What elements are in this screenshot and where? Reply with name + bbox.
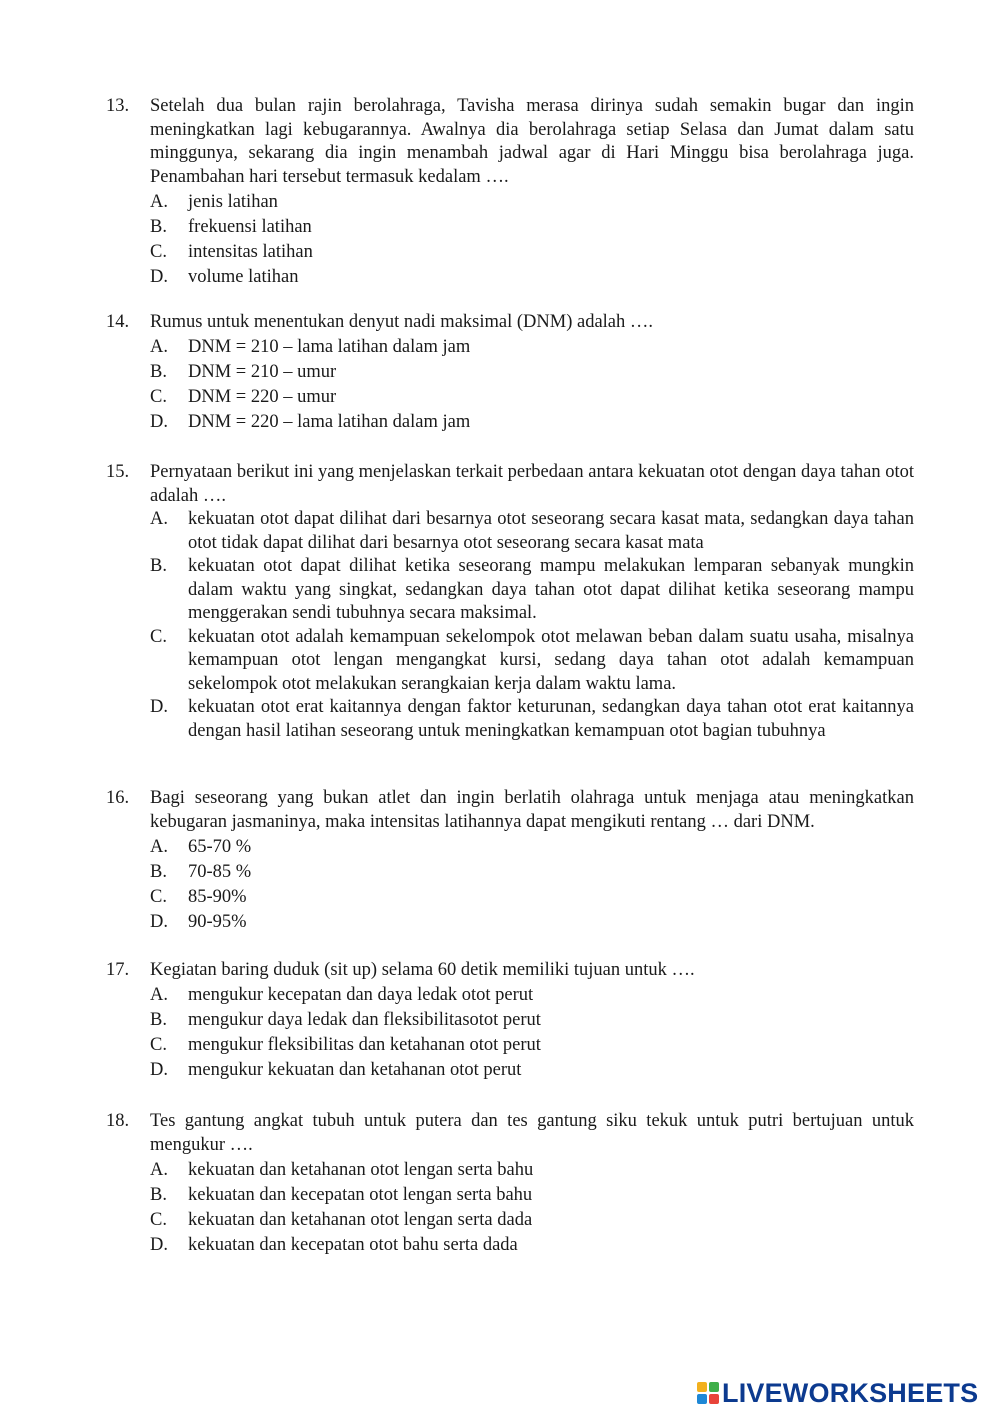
question-16: [106, 787, 914, 934]
option-letter: A.: [150, 337, 168, 357]
option-text: 65-70 %: [188, 836, 252, 857]
question-14: [106, 311, 914, 435]
option-text: volume latihan: [188, 266, 299, 287]
option-d[interactable]: [150, 1059, 914, 1083]
option-text: 85-90%: [188, 886, 247, 907]
logo-block: [697, 1382, 707, 1392]
option-letter: D.: [150, 266, 168, 287]
option-text: 90-95%: [188, 911, 247, 932]
option-text: intensitas latihan: [188, 241, 313, 262]
option-text: kekuatan otot adalah kemampuan sekelompok otot melawan beban dalam suatu usaha, misalnya kemampuan otot lengan mengangkat kursi, sedang daya tahan otot adalah kemampuan sekelompok otot melakukan serangkaian kerja dalam waktu lama.: [188, 626, 914, 694]
option-text: kekuatan otot dapat dilihat dari besarnya otot seseorang secara kasat mata, sedangkan daya tahan otot tidak dapat dilihat dari besarnya otot seseorang secara kasat mata: [188, 509, 914, 553]
question-text: Kegiatan baring duduk (sit up) selama 60 detik memiliki tujuan untuk ….: [150, 960, 695, 980]
logo-block: [709, 1382, 719, 1392]
question-text: Tes gantung angkat tubuh untuk putera dan tes gantung siku tekuk untuk putri bertujuan untuk mengukur ….: [150, 1111, 914, 1155]
option-text: kekuatan dan kecepatan otot lengan serta bahu: [188, 1184, 533, 1205]
option-letter: B.: [150, 861, 167, 882]
option-c[interactable]: [150, 886, 914, 910]
option-letter: B.: [150, 1184, 167, 1205]
option-b[interactable]: [150, 361, 914, 385]
question-text: Rumus untuk menentukan denyut nadi maksimal (DNM) adalah ….: [150, 312, 654, 332]
option-text: mengukur kekuatan dan ketahanan otot perut: [188, 1060, 522, 1080]
option-letter: A.: [150, 985, 168, 1005]
question-17: [106, 959, 914, 1083]
option-letter: A.: [150, 191, 168, 212]
option-d[interactable]: [150, 411, 914, 435]
option-c[interactable]: [150, 1034, 914, 1058]
option-letter: D.: [150, 1060, 168, 1080]
option-text: kekuatan otot dapat dilihat ketika seseorang mampu melakukan lemparan sebanyak mungkin dalam waktu yang singkat, sedangkan daya tahan otot dapat dilihat ketika seseorang mampu menggerakan sendi tubuhnya secara maksimal.: [188, 556, 914, 623]
question-number: 15.: [106, 462, 130, 482]
option-text: kekuatan dan ketahanan otot lengan serta dada: [188, 1209, 533, 1230]
option-text: kekuatan otot erat kaitannya dengan faktor keturunan, sedangkan daya tahan otot erat kaitannya dengan hasil latihan seseorang untuk meningkatkan kemampuan otot bagian tubuhnya: [188, 697, 914, 741]
option-letter: C.: [150, 387, 167, 407]
option-text: 70-85 %: [188, 861, 252, 882]
option-letter: C.: [150, 626, 167, 647]
logo-blocks-icon: [697, 1382, 719, 1404]
option-b[interactable]: [150, 555, 914, 626]
brand-name: LIVEWORKSHEETS: [722, 1377, 979, 1408]
option-c[interactable]: [150, 626, 914, 697]
option-a[interactable]: [150, 1159, 914, 1183]
option-letter: C.: [150, 886, 167, 907]
option-text: DNM = 220 – lama latihan dalam jam: [188, 412, 471, 432]
option-letter: C.: [150, 1035, 167, 1055]
option-letter: D.: [150, 911, 168, 932]
option-c[interactable]: [150, 386, 914, 410]
option-text: frekuensi latihan: [188, 216, 312, 237]
option-letter: A.: [150, 1159, 168, 1180]
option-letter: A.: [150, 836, 168, 857]
option-c[interactable]: [150, 1209, 914, 1233]
option-text: DNM = 210 – umur: [188, 362, 337, 382]
option-letter: B.: [150, 556, 167, 576]
question-text: Setelah dua bulan rajin berolahraga, Tavisha merasa dirinya sudah semakin bugar dan ingin meningkatkan lagi kebugarannya. Awalnya dia berolahraga setiap Selasa dan Jumat dalam satu minggunya, sekarang dia ingin menambah jadwal agar di Hari Minggu bisa berolahraga juga. Penambahan hari tersebut termasuk kedalam ….: [150, 96, 914, 187]
option-letter: B.: [150, 362, 167, 382]
option-a[interactable]: [150, 836, 914, 860]
option-c[interactable]: [150, 241, 914, 265]
option-a[interactable]: [150, 336, 914, 360]
question-15: [106, 461, 914, 743]
option-b[interactable]: [150, 1184, 914, 1208]
option-text: kekuatan dan kecepatan otot bahu serta dada: [188, 1234, 518, 1255]
option-text: mengukur kecepatan dan daya ledak otot perut: [188, 985, 534, 1005]
question-18: [106, 1110, 914, 1257]
question-number: 18.: [106, 1111, 130, 1131]
option-text: mengukur fleksibilitas dan ketahanan otot perut: [188, 1035, 541, 1055]
option-text: kekuatan dan ketahanan otot lengan serta bahu: [188, 1159, 534, 1180]
option-letter: B.: [150, 1010, 167, 1030]
option-a[interactable]: [150, 508, 914, 555]
option-text: DNM = 220 – umur: [188, 387, 337, 407]
option-text: mengukur daya ledak dan fleksibilitasotot perut: [188, 1010, 541, 1030]
option-letter: D.: [150, 1234, 168, 1255]
liveworksheets-logo[interactable]: [697, 1378, 978, 1408]
option-d[interactable]: [150, 266, 914, 290]
option-letter: A.: [150, 509, 168, 529]
logo-block: [709, 1394, 719, 1404]
option-text: jenis latihan: [188, 191, 278, 212]
option-a[interactable]: [150, 984, 914, 1008]
option-b[interactable]: [150, 216, 914, 240]
question-13: [106, 95, 914, 289]
question-number: 14.: [106, 312, 130, 332]
option-a[interactable]: [150, 191, 914, 215]
option-b[interactable]: [150, 861, 914, 885]
question-number: 13.: [106, 96, 130, 116]
question-number: 17.: [106, 960, 130, 980]
option-d[interactable]: [150, 1234, 914, 1258]
logo-block: [697, 1394, 707, 1404]
option-letter: C.: [150, 1209, 167, 1230]
option-letter: D.: [150, 697, 168, 717]
option-d[interactable]: [150, 696, 914, 743]
option-text: DNM = 210 – lama latihan dalam jam: [188, 337, 471, 357]
option-letter: B.: [150, 216, 167, 237]
option-letter: C.: [150, 241, 167, 262]
question-number: 16.: [106, 788, 130, 808]
option-letter: D.: [150, 412, 168, 432]
option-b[interactable]: [150, 1009, 914, 1033]
question-text: Bagi seseorang yang bukan atlet dan ingin berlatih olahraga untuk menjaga atau meningkatkan kebugaran jasmaninya, maka intensitas latihannya dapat mengikuti rentang … dari DNM.: [150, 788, 914, 832]
question-text: Pernyataan berikut ini yang menjelaskan terkait perbedaan antara kekuatan otot dengan daya tahan otot adalah ….: [150, 462, 914, 506]
option-d[interactable]: [150, 911, 914, 935]
